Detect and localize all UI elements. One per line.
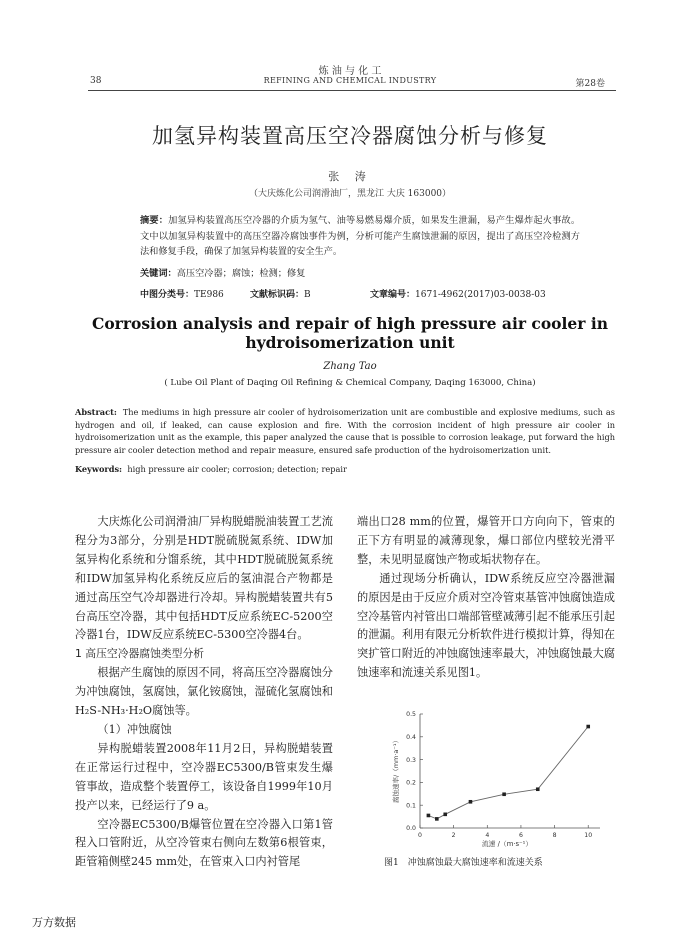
chart-points [427, 725, 590, 821]
body-paragraph: 端出口28 mm的位置，爆管开口方向向下，管束的正下方有明显的减薄现象，爆口部位内壁较光滑平整，未见明显腐蚀产物或垢状物存在。 [357, 515, 615, 566]
abstract-cn-label: 摘要： [140, 215, 169, 226]
header-rule [88, 90, 616, 91]
affiliation-cn: （大庆炼化公司润滑油厂，黑龙江 大庆 163000） [248, 189, 452, 199]
abstract-en [75, 406, 615, 456]
chart-y-tick-label: 0.5 [406, 711, 416, 719]
chart-series-line [428, 727, 588, 819]
paper-title-en: Corrosion analysis and repair of high pressure air cooler in hydroisomerization unit [91, 314, 608, 352]
chart-data-point [502, 792, 506, 796]
keywords-cn-label: 关键词： [140, 268, 177, 279]
chart-x-tick-label: 6 [518, 832, 523, 839]
chart-data-point [536, 787, 540, 791]
chart-data-point [427, 814, 431, 818]
body-paragraph: 空冷器EC5300/B爆管位置在空冷器入口第1管程入口管附近，从空冷管束右侧向左数第6根管束，距管箱侧壁245 mm处，在管束入口内衬管尾 [75, 817, 333, 869]
figure-1-chart [385, 700, 605, 852]
body-paragraph: 通过现场分析确认，IDW系统反应空冷器泄漏的原因是由于反应介质对空冷管束基管冲蚀腐蚀造成空冷基管内衬管出口端部管壁减薄引起不能承压引起的泄漏。利用有限元分析软件进行模拟计算，得知在突扩管口附近的冲蚀腐蚀速率最大，冲蚀腐蚀最大腐蚀速率和流速关系见图1。 [357, 571, 615, 680]
body-paragraph: 异构脱蜡装置2008年11月2日，异构脱蜡装置在正常运行过程中，空冷器EC5300/B管束发生爆管事故，造成整个装置停工，该设备自1999年10月投产以来，已经运行了9 a。 [75, 741, 333, 812]
author-en: Zhang Tao [323, 361, 377, 372]
chart-y-tick-label: 0.4 [406, 734, 416, 741]
body-paragraph: 大庆炼化公司润滑油厂异构脱蜡脱油装置工艺流程分为3部分，分别是HDT脱硫脱氮系统、IDW加氢异构化系统和分馏系统，其中HDT脱硫脱氮系统和IDW加氢异构化系统反应后的氢油混合产物都是通过高压空气冷却器进行冷却。异构脱蜡装置共有5台高压空冷器，其中包括HDT反应系统EC-5200空冷器1台，IDW反应系统EC-5300空冷器4台。 [75, 515, 333, 642]
chart-x-tick-label: 4 [485, 832, 490, 839]
footer-watermark: 万方数据 [32, 916, 76, 929]
keywords-cn [140, 265, 305, 279]
abstract-cn [140, 213, 580, 260]
chart-data-point [469, 800, 473, 804]
subsection-heading: （1）冲蚀腐蚀 [97, 722, 172, 736]
section-heading: 1 高压空冷器腐蚀类型分析 [75, 647, 205, 661]
paper-title-cn: 加氢异构装置高压空冷器腐蚀分析与修复 [152, 124, 548, 148]
chart-x-axis-label: 流速 /（m·s⁻¹） [481, 840, 533, 848]
chart-y-tick-label: 0.3 [406, 756, 416, 764]
abstract-cn-text: 加氢异构装置高压空冷器的介质为氢气、油等易燃易爆介质，如果发生泄漏，易产生爆炸起火事故。文中以加氢异构装置中的高压空器冷腐蚀事件为例，分析可能产生腐蚀泄漏的原因，提出了高压空冷检测方法和修复手段，确保了加氢异构装置的安全生产。 [140, 215, 581, 257]
chart-x-tick-label: 10 [584, 832, 593, 839]
chart-y-tick-label: 0.2 [406, 779, 416, 787]
chart-data-point [443, 813, 447, 817]
volume-label: 第28卷 [575, 79, 605, 89]
chart-y-tick-label: 0.1 [406, 802, 416, 810]
article-number: 文章编号：1671-4962(2017)03-0038-03 [370, 290, 546, 300]
author-cn: 张 涛 [328, 170, 372, 183]
abstract-en-label: Abstract: [75, 407, 117, 417]
chart-data-point [586, 725, 590, 729]
abstract-en-text: The mediums in high pressure air cooler of hydroisomerization unit are combustible and explosive mediums, such as hydrogen and oil, if leaked, can cause explosion and fire. With the corrosion incident of high pressure air cooler in hydroisomerization unit as the example, this paper analyzed the cause that is possible to corrosion leakage, put forward the high pressure air cooler detection method and repair measure, ensured safe production of the hydroisomerization unit. [75, 407, 615, 455]
chart-x-tick-label: 0 [418, 832, 422, 839]
body-column-right [357, 513, 615, 683]
chart-y-axis-label: 腐蚀速率/（mm·a⁻¹） [392, 737, 400, 803]
affiliation-en: ( Lube Oil Plant of Daqing Oil Refining & Chemical Company, Daqing 163000, China) [164, 378, 536, 388]
clc-code: 中图分类号：TE986 [140, 290, 224, 300]
chart-data-point [435, 817, 439, 821]
doc-code: 文献标识码：B [250, 290, 311, 300]
chart-x-tick-label: 2 [451, 832, 456, 839]
chart-y-tick-label: 0.0 [406, 825, 416, 833]
journal-name-cn: 炼 油 与 化 工 [318, 66, 382, 77]
figure-caption: 图1 冲蚀腐蚀最大腐蚀速率和流速关系 [384, 858, 543, 868]
keywords-en-text: high pressure air cooler; corrosion; detection; repair [127, 464, 347, 474]
keywords-cn-text: 高压空冷器；腐蚀；检测；修复 [176, 268, 306, 279]
keywords-en [75, 464, 347, 474]
body-paragraph: 根据产生腐蚀的原因不同，将高压空冷器腐蚀分为冲蚀腐蚀，氢腐蚀，氯化铵腐蚀，湿硫化氢腐蚀和H₂S-NH₃·H₂O腐蚀等。 [75, 666, 333, 718]
keywords-en-label: Keywords: [75, 464, 123, 474]
journal-name-en: REFINING AND CHEMICAL INDUSTRY [263, 76, 437, 85]
page-number: 38 [90, 76, 102, 86]
chart-x-tick-label: 8 [552, 832, 557, 839]
body-column-left [75, 513, 333, 872]
